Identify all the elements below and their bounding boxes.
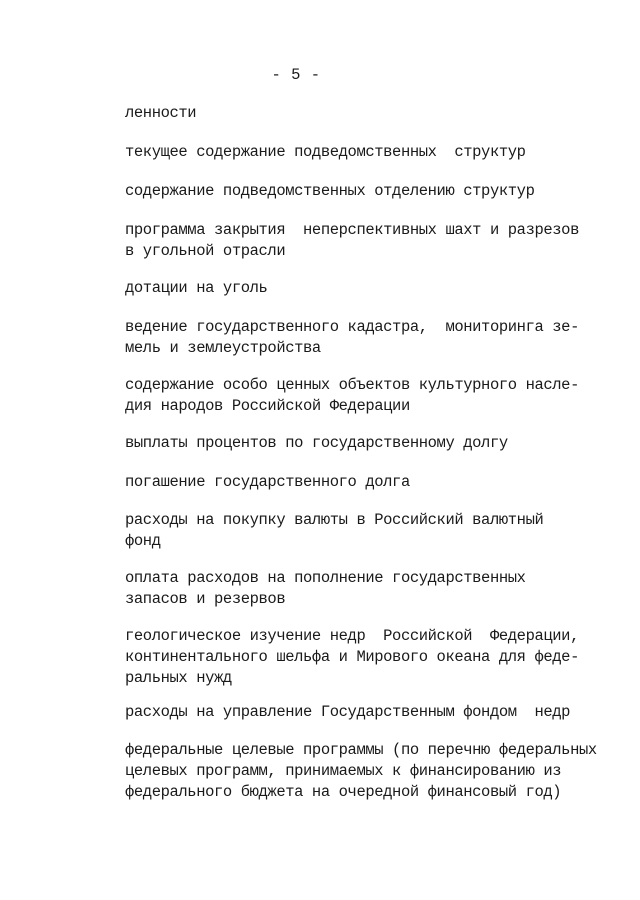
list-item-line: программа закрытия неперспективных шахт и разрезов (125, 221, 579, 239)
list-item (125, 472, 575, 493)
list-item (125, 142, 575, 163)
list-item (125, 103, 575, 124)
list-item-line: федерального бюджета на очередной финансовый год) (125, 783, 562, 801)
list-item-line: дия народов Российской Федерации (125, 397, 410, 415)
list-item-line: континентального шельфа и Мирового океана для феде- (125, 648, 579, 666)
list-item-line: погашение государственного долга (125, 473, 410, 491)
list-item-line: дотации на уголь (125, 279, 268, 297)
list-item (125, 510, 575, 552)
list-item-line: ральных нужд (125, 669, 232, 687)
list-item (125, 220, 579, 262)
list-item (125, 740, 597, 803)
list-item (125, 375, 579, 417)
list-item (125, 702, 575, 723)
list-item-line: содержание подведомственных отделению структур (125, 182, 535, 200)
list-item-line: оплата расходов на пополнение государственных (125, 569, 526, 587)
list-item (125, 568, 575, 610)
list-item-line: содержание особо ценных объектов культурного насле- (125, 376, 579, 394)
list-item-line: федеральные целевые программы (по перечню федеральных (125, 741, 597, 759)
list-item-line: целевых программ, принимаемых к финансированию из (125, 762, 562, 780)
list-item-line: в угольной отрасли (125, 242, 286, 260)
list-item-line: выплаты процентов по государственному долгу (125, 434, 508, 452)
list-item-line: ленности (125, 104, 197, 122)
list-item-line: ведение государственного кадастра, мониторинга зе- (125, 318, 579, 336)
list-item-line: текущее содержание подведомственных структур (125, 143, 526, 161)
list-item (125, 433, 575, 454)
page-number: - 5 - (271, 66, 321, 84)
list-item-line: мель и землеустройства (125, 339, 321, 357)
list-item (125, 278, 575, 299)
list-item-line: геологическое изучение недр Российской Федерации, (125, 627, 579, 645)
list-item-line: расходы на покупку валюты в Российский валютный (125, 511, 544, 529)
list-item-line: фонд (125, 532, 161, 550)
list-item (125, 181, 575, 202)
list-item-line: запасов и резервов (125, 590, 286, 608)
list-item (125, 317, 579, 359)
list-item (125, 626, 579, 689)
list-item-line: расходы на управление Государственным фондом недр (125, 703, 571, 721)
